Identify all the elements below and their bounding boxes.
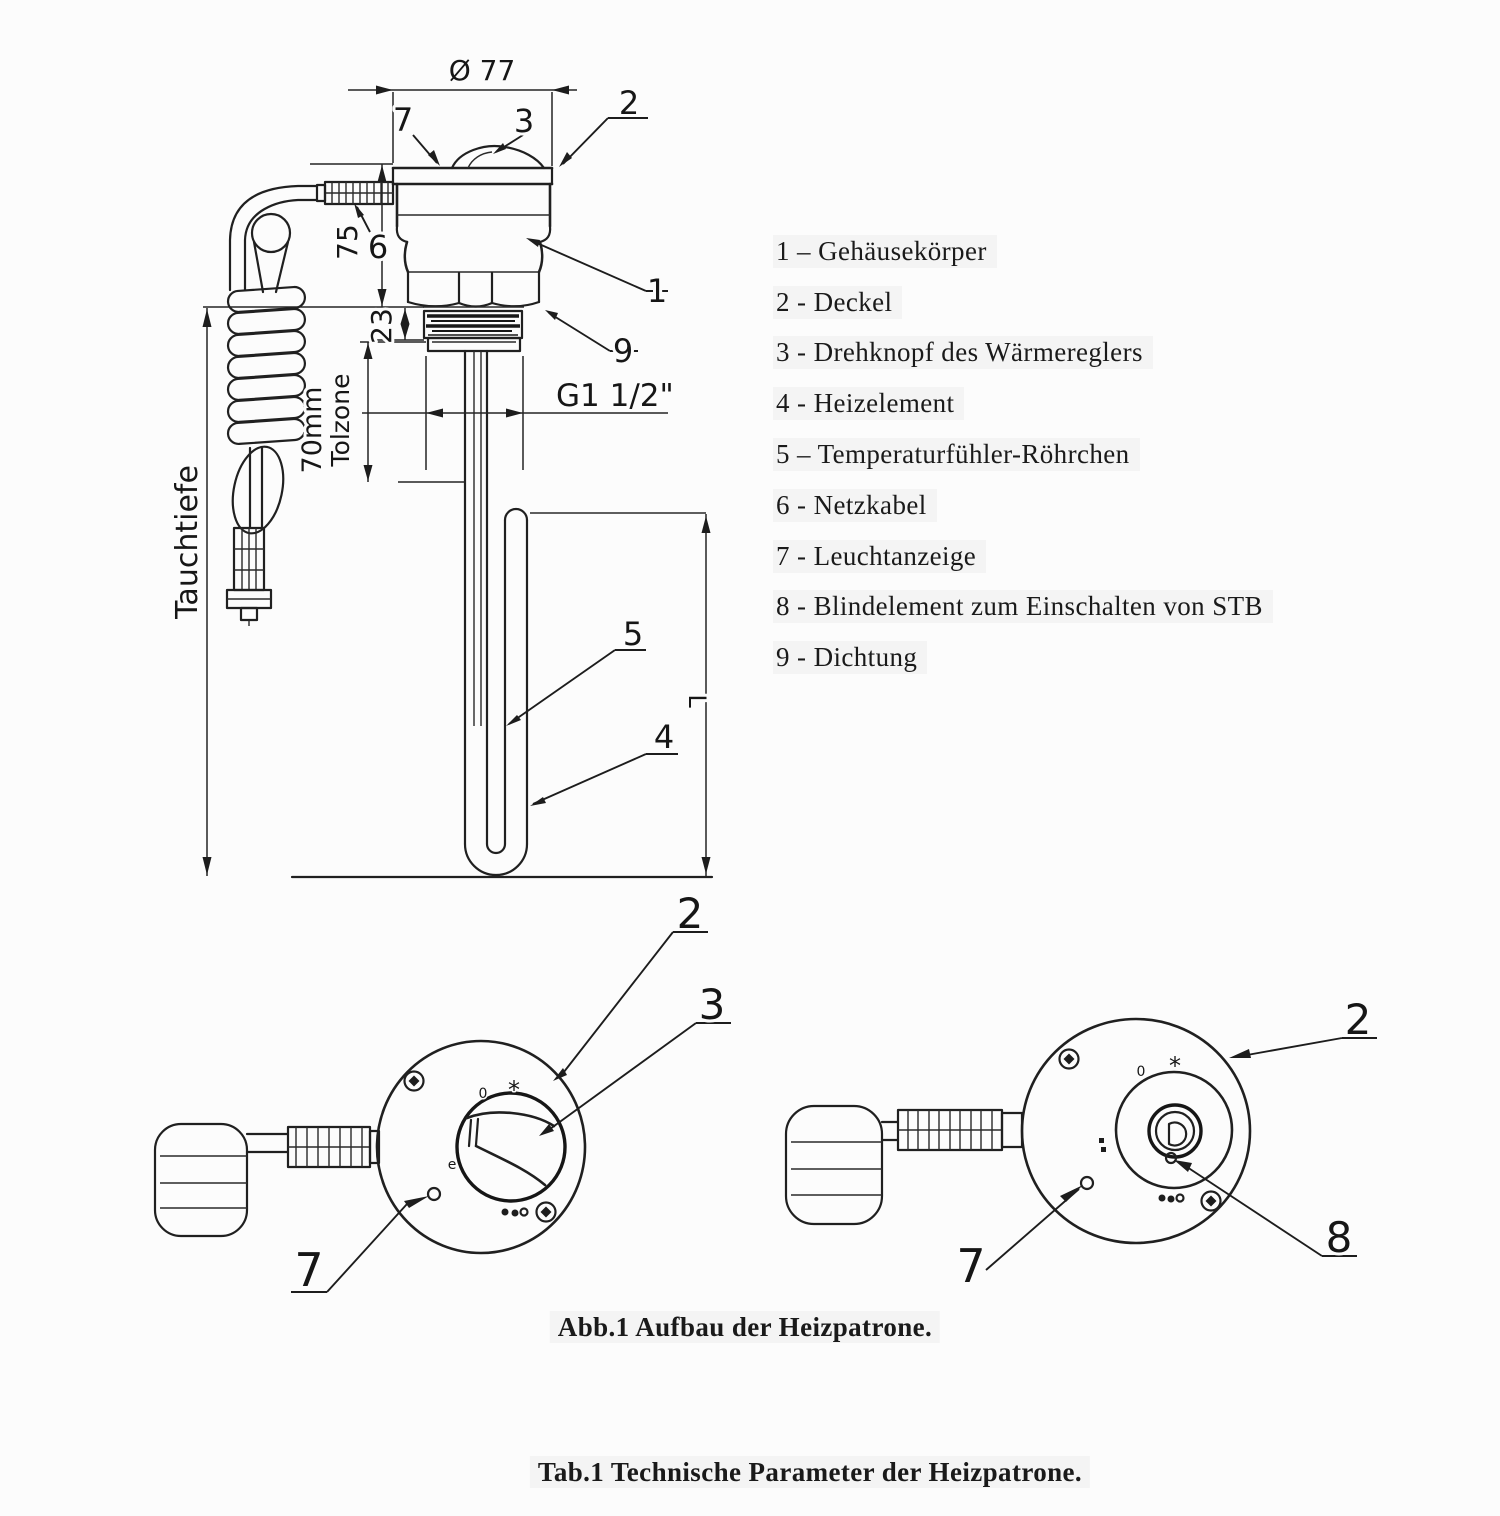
thermostat-spindle	[1149, 1105, 1201, 1163]
indicator-lamp	[428, 1188, 440, 1200]
cap-face-view-knob-removed	[786, 995, 1377, 1293]
callout-7: 7	[392, 101, 414, 139]
cable-coil	[227, 286, 305, 444]
legend-item-1	[773, 226, 1273, 277]
dim-tolzone-label: Tolzone	[326, 373, 355, 467]
table-caption-text: Tab.1 Technische Parameter der Heizpatrone.	[530, 1456, 1090, 1488]
right-callout-2: 2	[1344, 995, 1372, 1044]
callout-3: 3	[513, 102, 535, 140]
legend-text-2: 2 - Deckel	[773, 286, 902, 319]
legend-item-3	[773, 328, 1273, 379]
legend-text-7: 7 - Leuchtanzeige	[773, 540, 986, 573]
left-callout-2: 2	[676, 889, 704, 938]
plug-side-right-view	[786, 1106, 1022, 1224]
plug-side-left-view	[155, 1124, 379, 1236]
legend-text-5: 5 – Temperaturfühler-Röhrchen	[773, 438, 1140, 471]
legend-text-6: 6 - Netzkabel	[773, 489, 937, 522]
callout-4: 4	[653, 718, 675, 756]
dim-70mm-label: 70mm	[297, 386, 328, 474]
legend-text-4: 4 - Heizelement	[773, 387, 964, 420]
legend-item-7	[773, 531, 1273, 582]
dial-mark-zero: 0	[478, 1086, 488, 1102]
mains-plug	[227, 528, 271, 626]
legend-text-3: 3 - Drehknopf des Wärmereglers	[773, 336, 1153, 369]
callout-2: 2	[618, 84, 640, 122]
screw-top-left-right-view	[1060, 1050, 1079, 1069]
left-callout-7: 7	[294, 1243, 324, 1297]
element-and-sensor-tube	[465, 351, 527, 875]
screw-top-left	[405, 1072, 424, 1091]
right-callout-7: 7	[956, 1239, 986, 1293]
callout-6: 6	[367, 228, 389, 266]
figure-caption	[550, 1312, 940, 1343]
dial-mark-zero-right: 0	[1136, 1064, 1146, 1080]
callout-5: 5	[622, 615, 644, 653]
knob-circle	[457, 1093, 565, 1201]
dim-tauchtiefe-label: Tauchtiefe	[170, 465, 205, 619]
left-callout-3: 3	[698, 980, 726, 1029]
legend-item-9	[773, 632, 1273, 683]
dial-dots-right	[1099, 1138, 1184, 1203]
callout-1: 1	[646, 272, 668, 310]
knob-grip	[467, 1112, 554, 1185]
dial-mark-eco: e	[447, 1157, 457, 1173]
legend-text-9: 9 - Dichtung	[773, 641, 927, 674]
housing-head-outline	[393, 146, 552, 306]
dial-mark-frost-right: *	[1169, 1052, 1181, 1080]
legend-item-2	[773, 277, 1273, 328]
dim-diameter-label: Ø 77	[448, 54, 516, 87]
parts-legend	[773, 226, 1273, 683]
dial-mark-frost: *	[508, 1076, 520, 1104]
dim-thread-label: G1 1/2"	[556, 378, 674, 414]
main-section-view	[170, 54, 712, 877]
cap-face-view-with-knob	[155, 889, 731, 1297]
thread-and-gasket	[423, 307, 524, 351]
indicator-lamp-right	[1081, 1177, 1093, 1189]
legend-text-8: 8 - Blindelement zum Einschalten von STB	[773, 590, 1273, 623]
legend-item-6	[773, 480, 1273, 531]
cable-knot-top	[252, 214, 290, 292]
screw-bottom-right	[537, 1203, 556, 1222]
dial-dots	[502, 1209, 528, 1217]
legend-item-8	[773, 582, 1273, 633]
legend-item-5	[773, 429, 1273, 480]
legend-item-4	[773, 378, 1273, 429]
callout-9: 9	[612, 332, 634, 370]
table-caption	[530, 1457, 1090, 1488]
figure-caption-text: Abb.1 Aufbau der Heizpatrone.	[550, 1311, 940, 1343]
hex-nut	[408, 272, 539, 307]
knob-recess	[1116, 1072, 1232, 1188]
dim-75-label: 75	[331, 224, 364, 260]
cable-knot-bottom	[225, 442, 290, 538]
legend-text-1: 1 – Gehäusekörper	[773, 235, 997, 268]
dim-length-label: L	[683, 694, 711, 708]
dim-23-label: 23	[365, 308, 398, 344]
tank-boundary	[292, 513, 712, 877]
leader-lines	[354, 118, 678, 806]
screw-bottom-right-right-view	[1202, 1192, 1221, 1211]
right-callout-8: 8	[1325, 1213, 1353, 1262]
